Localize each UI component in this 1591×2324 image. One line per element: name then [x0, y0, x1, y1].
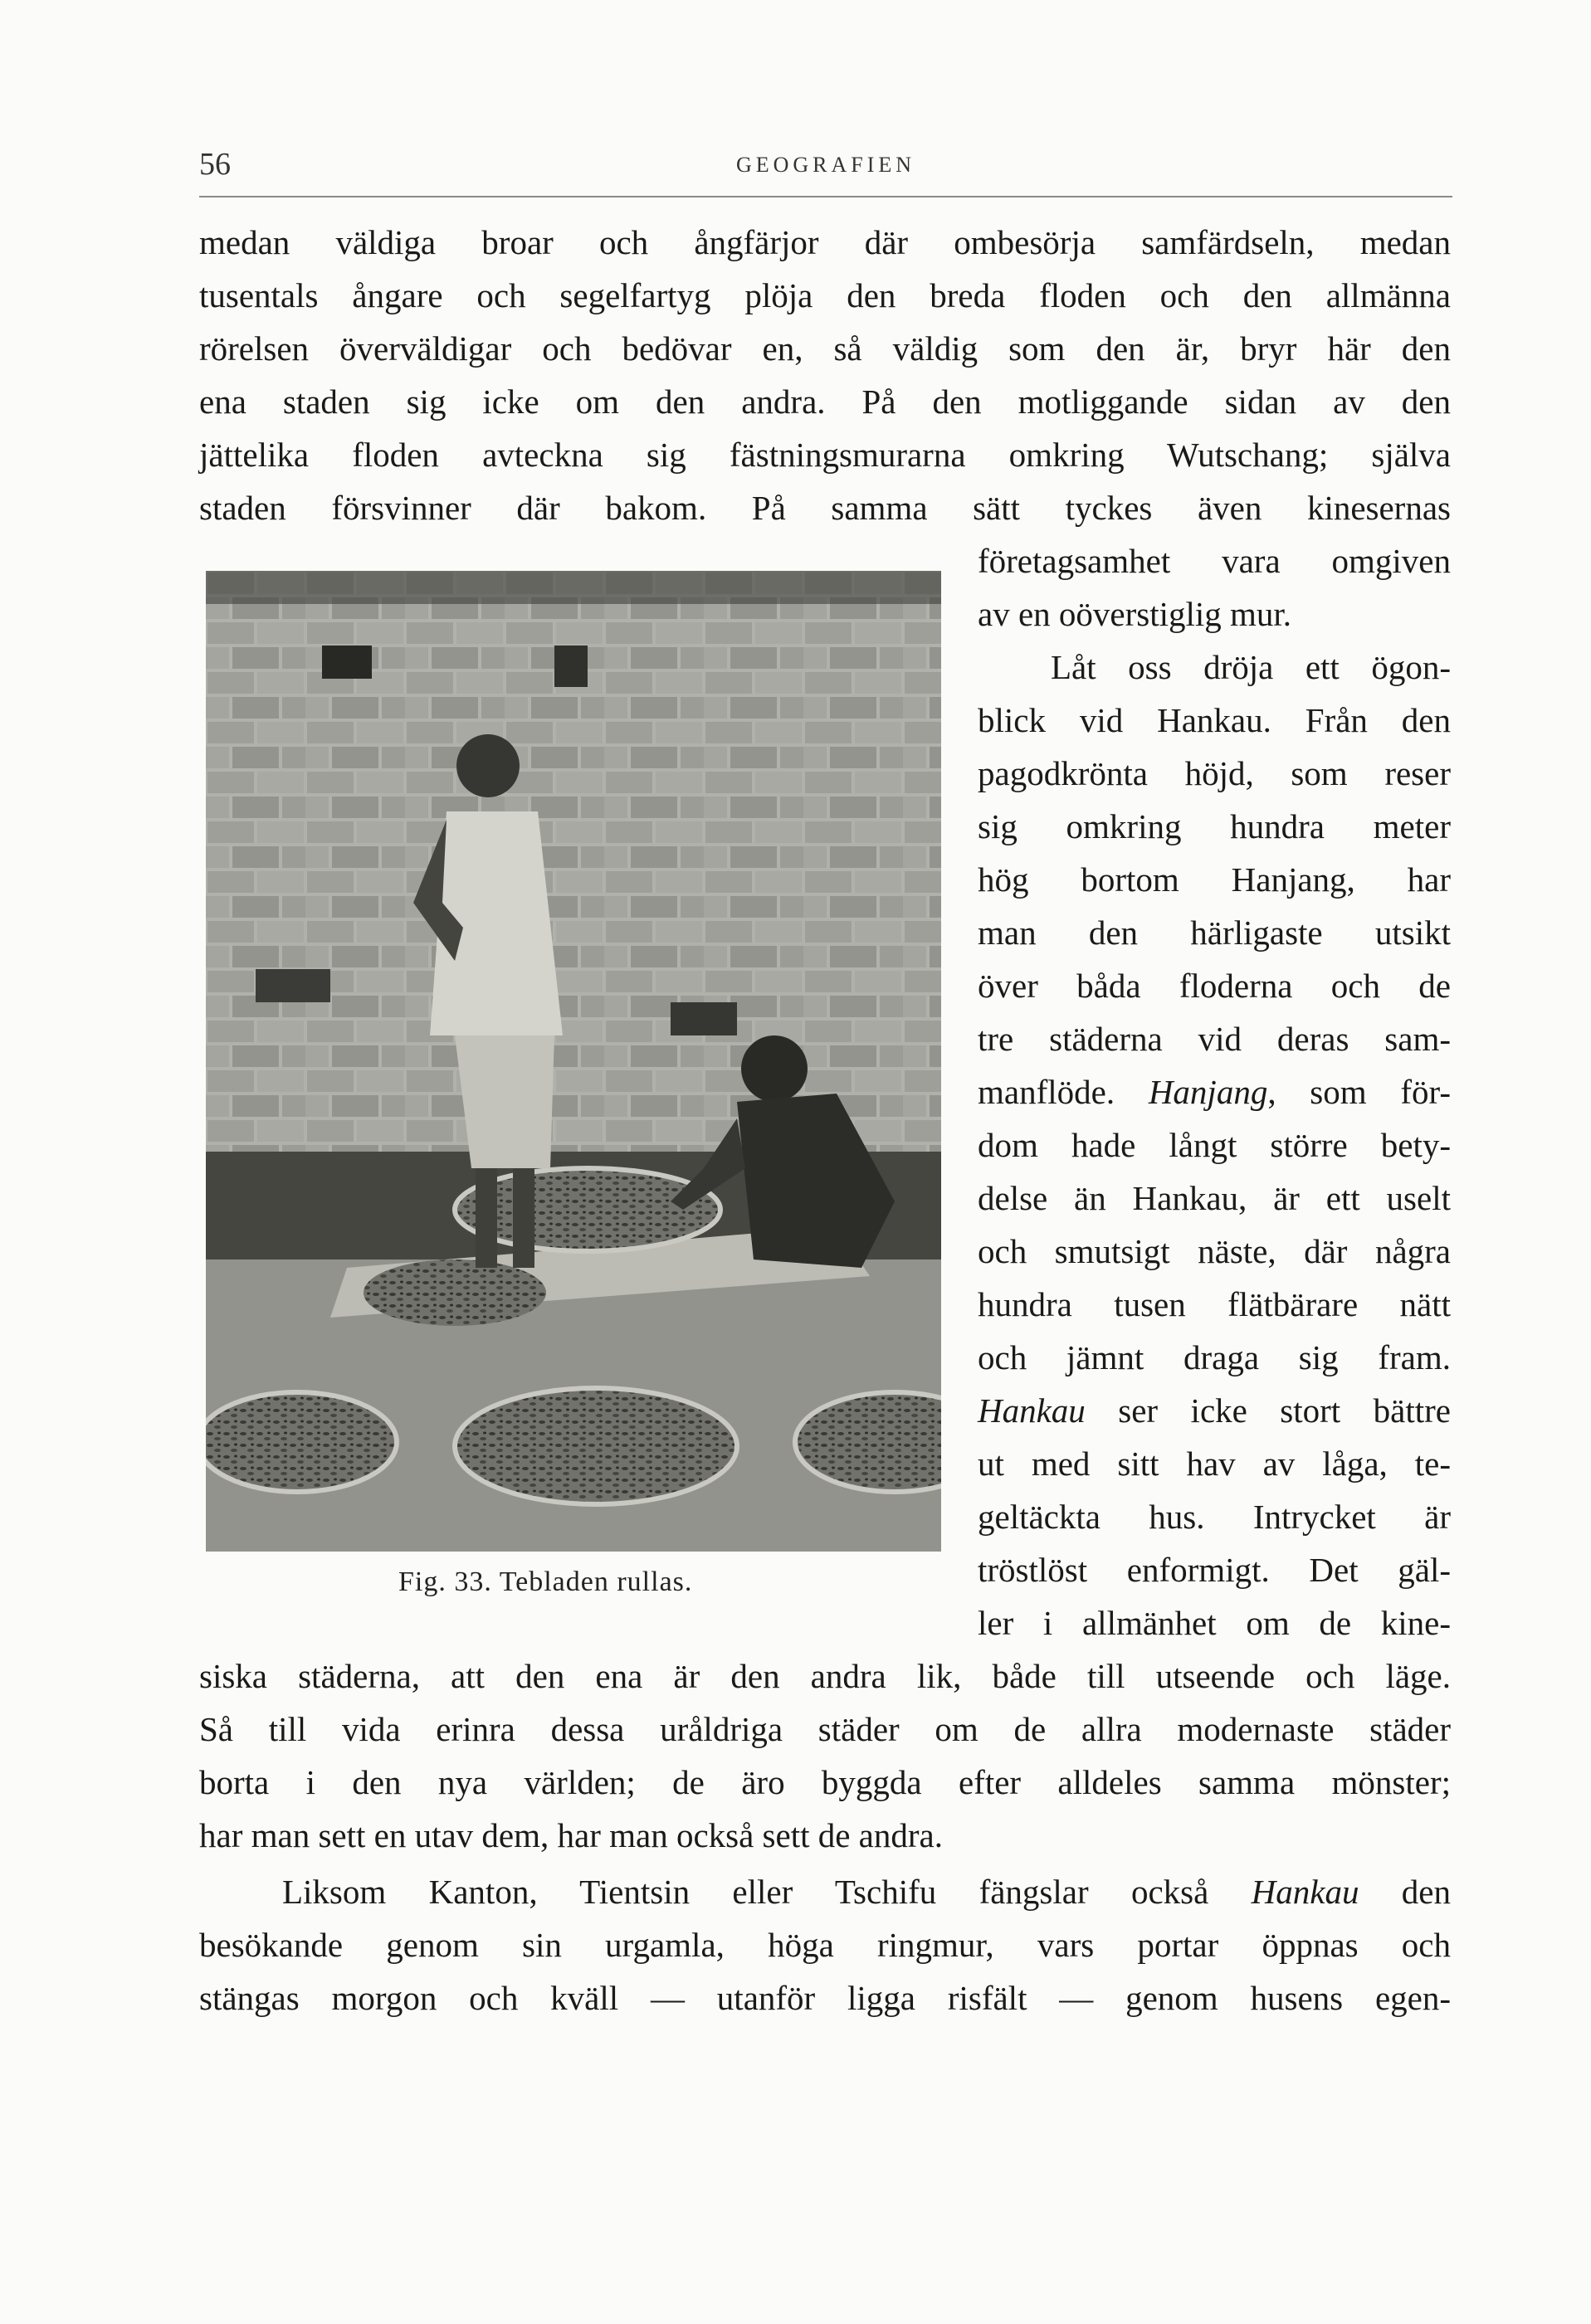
- text-line: ut med sitt hav av låga, te-: [978, 1445, 1451, 1483]
- text-line-hanjang: [978, 1067, 1451, 1117]
- text-line: man den härligaste utsikt: [978, 914, 1451, 952]
- running-title: GEOGRAFIEN: [735, 153, 916, 177]
- text-line: pagodkrönta höjd, som reser: [978, 754, 1451, 792]
- text-line: hög bortom Hanjang, har: [978, 860, 1451, 899]
- text-line: Låt oss dröja ett ögon-: [1051, 648, 1451, 686]
- photo-illustration: [206, 571, 941, 1552]
- text-line: blick vid Hankau. Från den: [978, 701, 1451, 739]
- text-line: tröstlöst enformigt. Det gäl-: [978, 1551, 1451, 1589]
- text-line: geltäckta hus. Intrycket är: [978, 1498, 1451, 1536]
- page-number: 56: [199, 147, 231, 182]
- text-line: av en oöverstiglig mur.: [978, 595, 1292, 633]
- text-line: dom hade långt större bety-: [978, 1126, 1451, 1164]
- text-line: rörelsen överväldigar och bedövar en, så väldig som den är, bryr här den: [199, 329, 1451, 368]
- text-line: stängas morgon och kväll — utanför ligga risfält — genom husens egen-: [199, 1979, 1451, 2017]
- figure-caption: Fig. 33. Tebladen rullas.: [398, 1566, 693, 1597]
- text-span: manflöde.: [978, 1073, 1149, 1111]
- text-line: tusentals ångare och segelfartyg plöja den breda floden och den allmänna: [199, 276, 1451, 314]
- figure-photo: [206, 571, 941, 1552]
- text-line: sig omkring hundra meter: [978, 807, 1451, 845]
- text-line: delse än Hankau, är ett uselt: [978, 1179, 1451, 1217]
- text-line: medan väldiga broar och ångfärjor där ombesörja samfärdseln, medan: [199, 223, 1451, 261]
- text-span: , som för-: [1267, 1073, 1451, 1111]
- text-line: siska städerna, att den ena är den andra lik, både till utseende och läge.: [199, 1657, 1451, 1695]
- text-line: företagsamhet vara omgiven: [978, 542, 1451, 580]
- text-line: jättelika floden avteckna sig fästningsmurarna omkring Wutschang; själva: [199, 436, 1451, 474]
- text-line: hundra tusen flätbärare nätt: [978, 1285, 1451, 1323]
- text-line-hankau: [978, 1386, 1451, 1435]
- place-name-italic: Hankau: [1251, 1873, 1359, 1911]
- text-line: ler i allmänhet om de kine-: [978, 1604, 1451, 1642]
- text-line: staden försvinner där bakom. På samma sätt tyckes även kinesernas: [199, 489, 1451, 527]
- text-line: borta i den nya världen; de äro byggda efter alldeles samma mönster;: [199, 1763, 1451, 1801]
- text-line-hankau-2: [199, 1867, 1451, 1917]
- text-line: har man sett en utav dem, har man också sett de andra.: [199, 1816, 943, 1854]
- text-line: ena staden sig icke om den andra. På den motliggande sidan av den: [199, 382, 1451, 421]
- text-span: den: [1359, 1873, 1451, 1911]
- text-span: ser icke stort bättre: [1085, 1391, 1451, 1430]
- text-line: och smutsigt näste, där några: [978, 1232, 1451, 1270]
- text-span: Liksom Kanton, Tientsin eller Tschifu fängslar också: [282, 1873, 1252, 1911]
- place-name-italic: Hankau: [978, 1391, 1086, 1430]
- place-name-italic: Hanjang: [1148, 1073, 1268, 1111]
- text-line: och jämnt draga sig fram.: [978, 1338, 1451, 1376]
- text-line: över båda floderna och de: [978, 967, 1451, 1005]
- page-header: [199, 146, 1452, 197]
- text-line: tre städerna vid deras sam-: [978, 1020, 1451, 1058]
- text-line: Så till vida erinra dessa uråldriga städer om de allra modernaste städer: [199, 1710, 1451, 1748]
- text-line: besökande genom sin urgamla, höga ringmur, vars portar öppnas och: [199, 1926, 1451, 1964]
